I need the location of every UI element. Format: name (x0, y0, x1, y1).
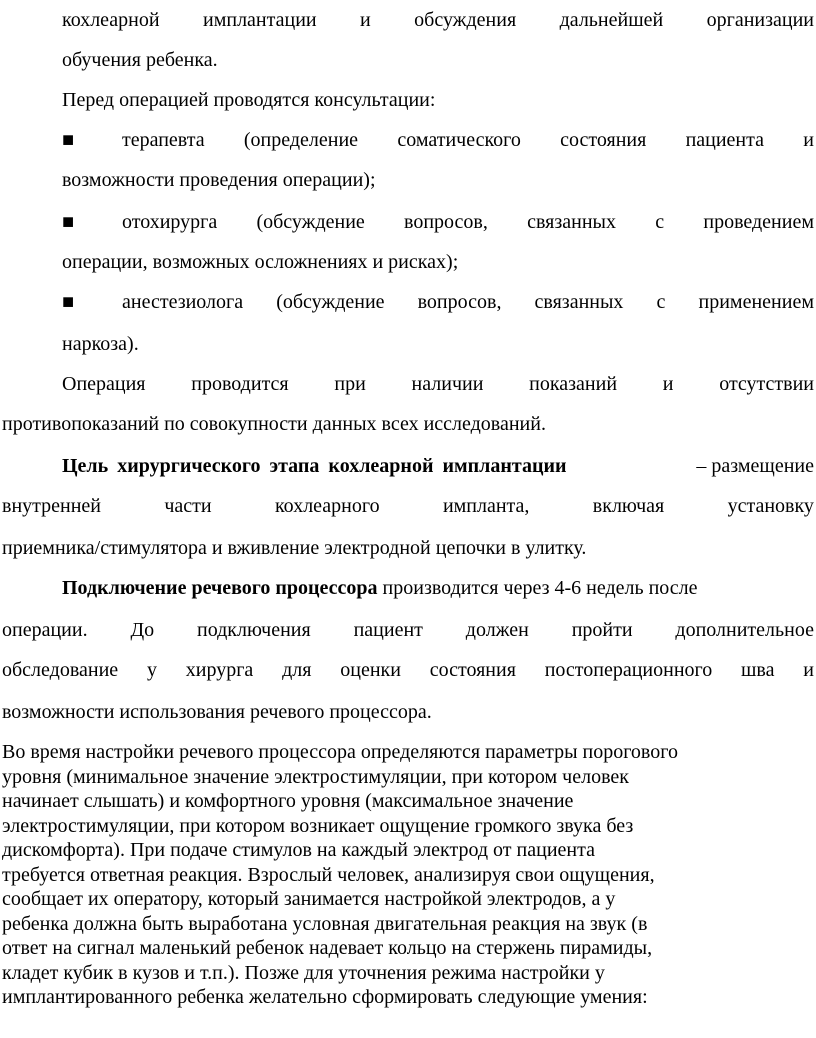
word: связанных (534, 291, 624, 313)
p6-line: уровня (минимальное значение электростимуляции, при котором человек (2, 765, 630, 788)
p5-bold-lead: Подключение речевого процессора (62, 577, 378, 599)
p6-line: сообщает их оператору, который занимается настройкой электродов, а у (2, 888, 616, 910)
p5-line-2 (2, 618, 814, 642)
word: и (360, 9, 371, 31)
word: соматического (397, 129, 521, 151)
p6-line: Во время настройки речевого процессора определяются параметры порогового (2, 741, 678, 763)
word: постоперационного (544, 659, 713, 681)
word: пациента (685, 129, 764, 151)
p5-line-1 (62, 576, 814, 600)
p6 (2, 740, 814, 1010)
word: наличии (411, 373, 484, 395)
p4-line-2 (2, 494, 814, 518)
word: установку (727, 495, 814, 517)
word: и (662, 373, 674, 395)
word: подключения (196, 619, 311, 641)
p5-line-4: возможности использования речевого процессора. (2, 701, 432, 723)
p4-bold-lead: Цель хирургического этапа кохлеарной имплантации (62, 455, 567, 477)
word: при (334, 373, 366, 395)
word: (определение (243, 129, 359, 151)
bullet-2-line-2: операции, возможных осложнениях и рисках); (62, 251, 459, 273)
bullet-1-line-2: возможности проведения операции); (62, 169, 376, 191)
word: терапевта (122, 129, 205, 151)
p6-line: кладет кубик в кузов и т.п.). Позже для уточнения режима настройки у (2, 961, 605, 984)
word: импланта, (442, 495, 530, 517)
word: пациент (353, 619, 423, 641)
p6-line: начинает слышать) и комфортного уровня (максимальное значение (2, 790, 574, 812)
word: Операция (62, 373, 146, 395)
word: обследование (2, 659, 119, 681)
word: отохирурга (122, 211, 218, 233)
word: применением (698, 291, 814, 313)
word: проводится (191, 373, 289, 395)
word: До (130, 619, 155, 641)
word: кохлеарного (274, 495, 380, 517)
p6-line: ответ на сигнал маленький ребенок надевает кольцо на стержень пирамиды, (2, 937, 653, 959)
word: проведением (703, 211, 814, 233)
p6-line: ребенка должна быть выработана условная двигательная реакция на звук (в (2, 912, 648, 935)
word: отсутствии (719, 373, 814, 395)
word: кохлеарной (62, 9, 160, 31)
p5-line-1-rest: производится через 4-6 недель после (377, 577, 698, 599)
word: с (656, 291, 666, 313)
word: шва (741, 659, 775, 681)
p4-line-1-rest: – размещение (696, 455, 814, 477)
p5-line-3 (2, 658, 814, 682)
p2-line-1: Перед операцией проводятся консультации: (62, 89, 436, 111)
word: (обсуждение (256, 211, 365, 233)
word: показаний (529, 373, 618, 395)
bullet-2-line-1 (122, 210, 814, 234)
word: связанных (527, 211, 616, 233)
word: состояния (560, 129, 647, 151)
word: оценки (340, 659, 401, 681)
word: имплантации (203, 9, 317, 31)
word: вопросов, (404, 211, 488, 233)
word: (обсуждение (276, 291, 385, 313)
p4-line-1 (62, 454, 814, 478)
bullet-1-line-1 (122, 128, 814, 152)
word: с (655, 211, 665, 233)
word: операции. (2, 619, 88, 641)
word: у (146, 659, 157, 681)
word: дальнейшей (559, 9, 664, 31)
word: обсуждения (414, 9, 517, 31)
p6-line: дискомфорта). При подаче стимулов на каждый электрод от пациента (2, 839, 595, 861)
p6-line: электростимуляции, при котором возникает ощущение громкого звука без (2, 814, 634, 837)
word: вопросов, (417, 291, 502, 313)
word: включая (592, 495, 665, 517)
word: и (803, 659, 814, 681)
word: должен (465, 619, 529, 641)
word: хирурга (185, 659, 254, 681)
word: внутренней (2, 495, 101, 517)
word: анестезиолога (122, 291, 244, 313)
p6-line: требуется ответная реакция. Взрослый человек, анализируя свои ощущения, (2, 863, 655, 886)
bullet-marker: ■ (62, 211, 75, 233)
word: состояния (429, 659, 516, 681)
bullet-marker: ■ (62, 129, 75, 151)
p4-line-3: приемника/стимулятора и вживление электродной цепочки в улитку. (2, 537, 587, 559)
p3-line-2: противопоказаний по совокупности данных всех исследований. (2, 413, 546, 435)
bullet-3-line-1 (122, 290, 814, 314)
bullet-marker: ■ (62, 291, 75, 313)
word: организации (706, 9, 814, 31)
word: пройти (571, 619, 633, 641)
p6-line: имплантированного ребенка желательно сформировать следующие умения: (2, 986, 648, 1008)
word: для (282, 659, 312, 681)
bullet-3-line-2: наркоза). (62, 333, 139, 355)
p3-line-1 (62, 372, 814, 396)
word: части (164, 495, 212, 517)
p1-line-1 (62, 8, 814, 32)
word: дополнительное (675, 619, 814, 641)
p1-line-2: обучения ребенка. (62, 49, 218, 71)
word: и (803, 129, 814, 151)
